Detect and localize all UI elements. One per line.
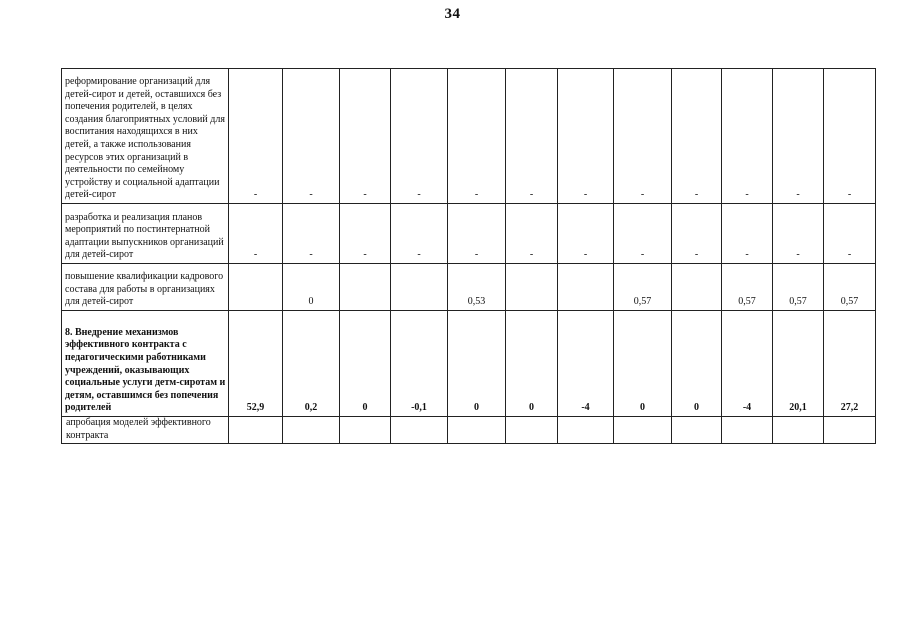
table-cell: - — [824, 69, 876, 204]
table-cell — [506, 264, 558, 311]
table-cell: - — [506, 204, 558, 264]
table-cell — [391, 417, 448, 444]
row-label: реформирование организаций для детей-сирот и детей, оставшихся без попечения родителей, в целях создания благоприятных условий для воспитания находящихся в них детей, а также использования ресурсов этих организаций в деятельности по семейному устройству и социальной адаптации детей-сирот — [62, 69, 229, 204]
table-cell: - — [614, 204, 672, 264]
table-cell — [773, 417, 824, 444]
table-row — [62, 204, 876, 264]
table-cell: - — [558, 69, 614, 204]
table-cell: 20,1 — [773, 311, 824, 417]
table-cell — [824, 417, 876, 444]
table-cell: - — [672, 204, 722, 264]
table-cell: - — [614, 69, 672, 204]
table-cell — [391, 264, 448, 311]
table-cell: -4 — [558, 311, 614, 417]
table-cell — [672, 264, 722, 311]
table-cell: 27,2 — [824, 311, 876, 417]
table-cell: - — [283, 69, 340, 204]
table-cell: - — [229, 69, 283, 204]
table-cell: 0,57 — [824, 264, 876, 311]
table-cell: - — [672, 69, 722, 204]
table-cell: - — [391, 69, 448, 204]
row-label: повышение квалификации кадрового состава для работы в организациях для детей-сирот — [62, 264, 229, 311]
table-cell — [672, 417, 722, 444]
table-cell: 0,57 — [614, 264, 672, 311]
table-cell — [340, 417, 391, 444]
table-cell — [614, 417, 672, 444]
table-cell: - — [391, 204, 448, 264]
table-cell: 0 — [614, 311, 672, 417]
table-cell: - — [722, 69, 773, 204]
table-cell: 0 — [340, 311, 391, 417]
table-cell: 0,57 — [722, 264, 773, 311]
table-cell: - — [722, 204, 773, 264]
table-cell — [448, 417, 506, 444]
table-cell: - — [448, 204, 506, 264]
table-cell — [229, 417, 283, 444]
table-cell: - — [558, 204, 614, 264]
table-cell: - — [773, 69, 824, 204]
table-cell: -0,1 — [391, 311, 448, 417]
table-cell: 0 — [506, 311, 558, 417]
row-label: апробация моделей эффективного контракта — [62, 417, 229, 444]
table-cell: 52,9 — [229, 311, 283, 417]
table-cell: 0,57 — [773, 264, 824, 311]
table-cell: 0 — [672, 311, 722, 417]
table-cell — [283, 417, 340, 444]
table-cell: 0 — [283, 264, 340, 311]
table-row — [62, 417, 876, 444]
table-cell: - — [448, 69, 506, 204]
table-cell — [229, 264, 283, 311]
table-cell: - — [283, 204, 340, 264]
table-row — [62, 311, 876, 417]
table-cell: - — [340, 69, 391, 204]
table-cell: - — [824, 204, 876, 264]
table-cell — [722, 417, 773, 444]
table-cell: - — [773, 204, 824, 264]
table-cell: -4 — [722, 311, 773, 417]
table-cell: - — [340, 204, 391, 264]
table-cell: 0 — [448, 311, 506, 417]
row-label: разработка и реализация планов мероприятий по постинтернатной адаптации выпускников организаций для детей-сирот — [62, 204, 229, 264]
table-row — [62, 264, 876, 311]
table-cell: 0,53 — [448, 264, 506, 311]
table-cell: - — [506, 69, 558, 204]
page-number: 34 — [444, 6, 461, 22]
table-row — [62, 69, 876, 204]
data-table — [61, 68, 876, 444]
row-label: 8. Внедрение механизмов эффективного контракта с педагогическими работниками учреждений, оказывающих социальные услуги детм-сиротам и детям, оставшимся без попечения родителей — [62, 311, 229, 417]
table-cell — [506, 417, 558, 444]
table-cell — [558, 264, 614, 311]
table-cell — [558, 417, 614, 444]
table-cell: 0,2 — [283, 311, 340, 417]
table-cell — [340, 264, 391, 311]
table-cell: - — [229, 204, 283, 264]
